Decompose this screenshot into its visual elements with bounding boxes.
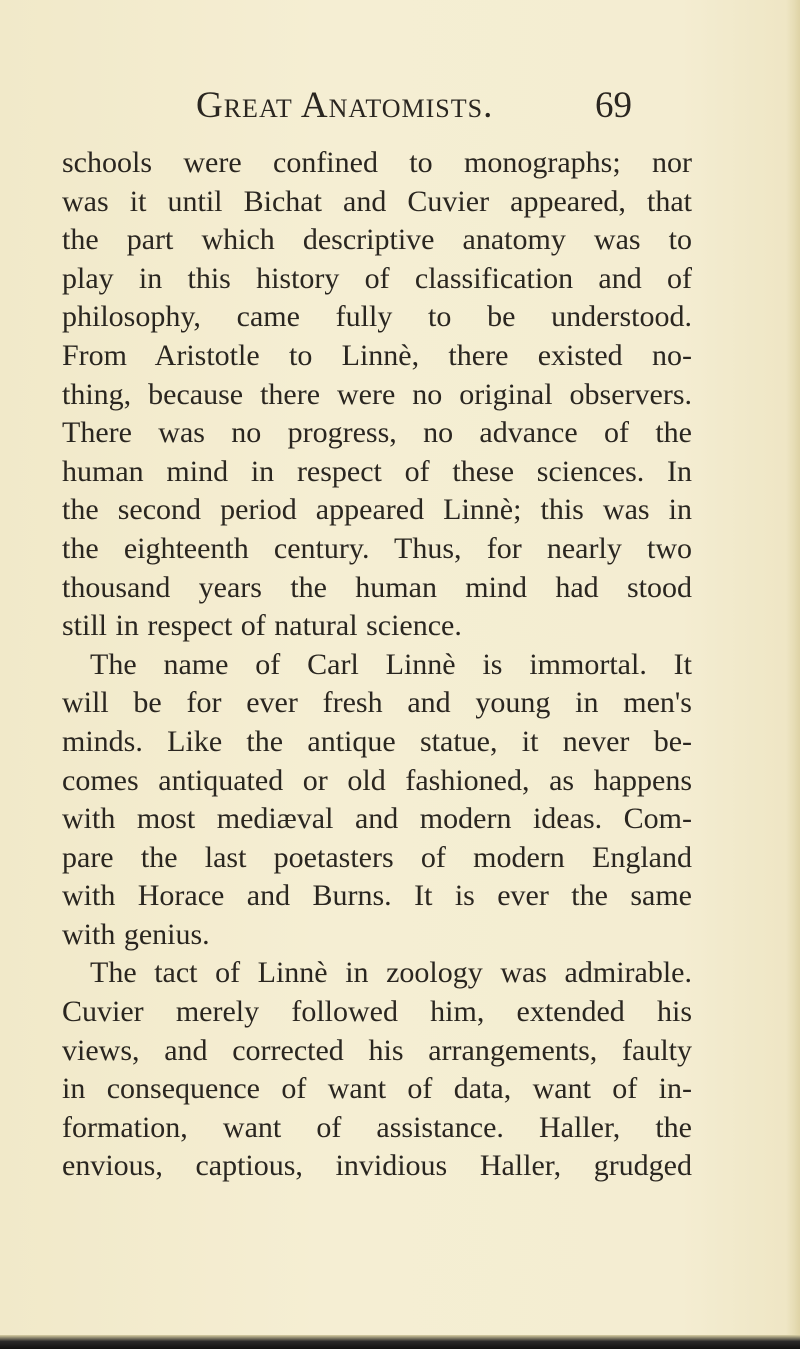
text-line: human mind in respect of these sciences. In (62, 454, 692, 488)
text-line: formation, want of assistance. Haller, the (62, 1110, 692, 1144)
text-line: pare the last poetasters of modern England (62, 840, 692, 874)
text-line: with Horace and Burns. It is ever the same (62, 879, 692, 913)
running-head: Great Anatomists. (196, 85, 494, 126)
text-line: will be for ever fresh and young in men's (62, 686, 692, 720)
text-line: was it until Bichat and Cuvier appeared, that (62, 184, 692, 218)
text-line: with most mediæval and modern ideas. Com- (62, 802, 692, 836)
text-line: play in this history of classification and of (62, 261, 692, 295)
text-line: philosophy, came fully to be understood. (62, 300, 692, 334)
body-text (62, 144, 692, 1186)
text-line: Cuvier merely followed him, extended his (62, 995, 692, 1029)
text-line: views, and corrected his arrangements, faulty (62, 1033, 692, 1067)
text-line: in consequence of want of data, want of in- (62, 1072, 692, 1106)
text-line: From Aristotle to Linnè, there existed no- (62, 338, 692, 372)
text-line: minds. Like the antique statue, it never be- (62, 724, 692, 758)
text-line: with genius. (62, 917, 210, 951)
text-line: the part which descriptive anatomy was to (62, 223, 692, 257)
page-number: 69 (595, 85, 632, 126)
text-line: the second period appeared Linnè; this was in (62, 493, 692, 527)
text-line: comes antiquated or old fashioned, as happens (62, 763, 692, 797)
text-line: The name of Carl Linnè is immortal. It (90, 647, 692, 681)
text-line: thing, because there were no original observers. (62, 377, 692, 411)
text-line: schools were confined to monographs; nor (62, 146, 692, 179)
page-edge-shadow (786, 0, 800, 1349)
text-line: There was no progress, no advance of the (62, 416, 692, 450)
text-line: thousand years the human mind had stood (62, 570, 692, 604)
text-line: The tact of Linnè in zoology was admirable. (90, 956, 692, 990)
text-line: the eighteenth century. Thus, for nearly two (62, 531, 692, 565)
text-line: envious, captious, invidious Haller, grudged (62, 1149, 692, 1183)
text-line: still in respect of natural science. (62, 609, 462, 643)
page-bottom-edge (0, 1335, 800, 1349)
